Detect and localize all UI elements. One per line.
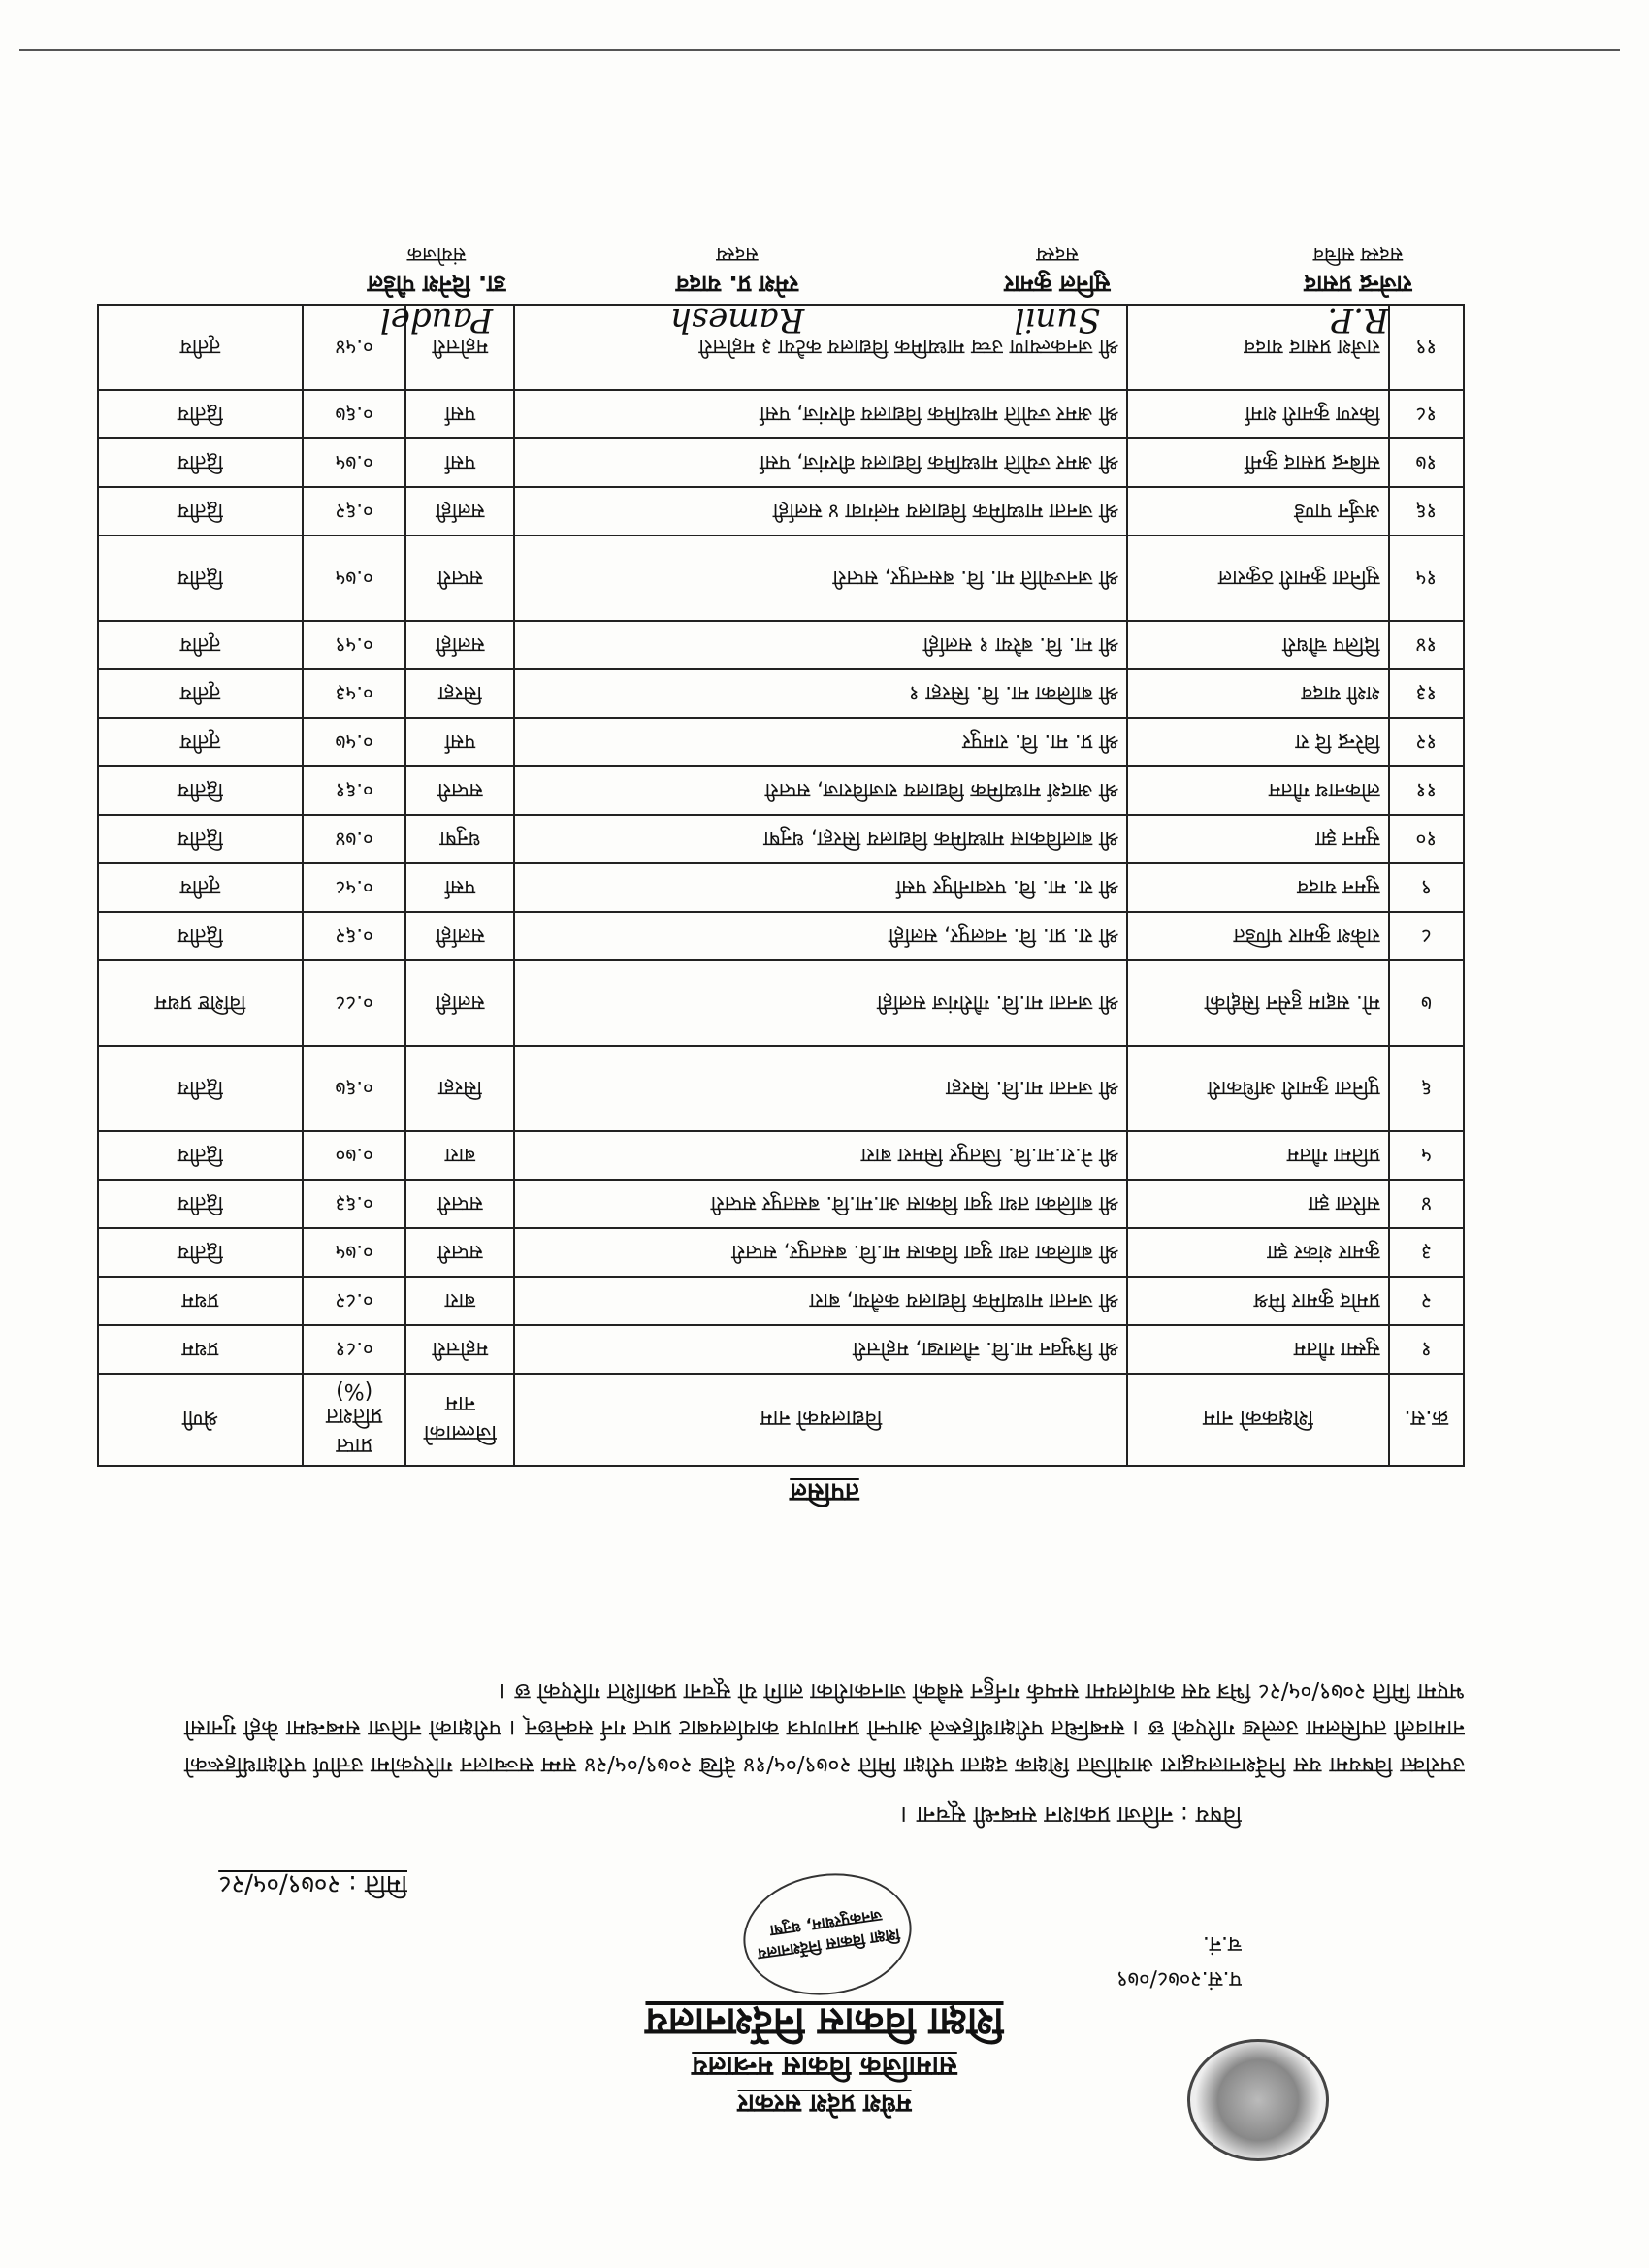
row-division: द्वितीय xyxy=(98,815,303,863)
row-sn: ९ xyxy=(1389,863,1464,912)
row-school-name: श्री जनता माध्यमिक विद्यालय कलैया, बारा xyxy=(514,1277,1127,1325)
row-teacher-name: अर्जुन पाण्डे xyxy=(1127,487,1388,535)
row-percentage: ०.६२ xyxy=(303,487,406,535)
row-division: विशिष्ट प्रथम xyxy=(98,960,303,1046)
stamp-text: शिक्षा विकास निर्देशनालय जनकपुरधाम, धनुषा xyxy=(757,1906,901,1964)
table-row xyxy=(98,863,1464,912)
row-district: सिरहा xyxy=(405,1046,514,1131)
row-teacher-name: मो. सद्दाम हुसेन सिद्दीकी xyxy=(1127,960,1388,1046)
reference-number: प.सं.२०७८/०७९ xyxy=(1116,1966,1242,1991)
row-district: बारा xyxy=(405,1277,514,1325)
row-sn: ११ xyxy=(1389,766,1464,815)
row-percentage: ०.५३ xyxy=(303,669,406,718)
row-district: बारा xyxy=(405,1131,514,1180)
row-school-name: श्री जनता माध्यमिक विद्यालय मलंगवा ४ सर्लाही xyxy=(514,487,1127,535)
row-school-name: श्री जनज्योति मा. वि. बसन्तपुर, सप्तरी xyxy=(514,535,1127,621)
signature-block xyxy=(922,243,1193,378)
row-teacher-name: सबिन्द्र प्रसाद कुर्मी xyxy=(1127,438,1388,487)
row-division: द्वितीय xyxy=(98,438,303,487)
row-percentage: ०.६३ xyxy=(303,1180,406,1228)
table-row xyxy=(98,1277,1464,1325)
row-school-name: श्री प्र. मा. वि. रामपुर xyxy=(514,718,1127,766)
signer-name: डा. दिनेश पौडेल xyxy=(367,271,506,298)
row-district: सर्लाही xyxy=(405,487,514,535)
row-percentage: ०.६७ xyxy=(303,1046,406,1131)
row-division: तृतीय xyxy=(98,305,303,390)
header-district: जिल्लाको नाम xyxy=(405,1374,514,1466)
row-district: पर्सा xyxy=(405,438,514,487)
row-school-name: श्री बालिका मा. वि. सिरहा १ xyxy=(514,669,1127,718)
office-name: शिक्षा विकास निर्देशनालय xyxy=(645,1999,1004,2044)
row-division: तृतीय xyxy=(98,669,303,718)
row-percentage: ०.५४ xyxy=(303,305,406,390)
row-teacher-name: सुमन यादव xyxy=(1127,863,1388,912)
header-teacher-name: शिक्षकको नाम xyxy=(1127,1374,1388,1466)
row-teacher-name: सुनिता कुमारी ठकुराल xyxy=(1127,535,1388,621)
document-date: मिति : २०७९/०५/२८ xyxy=(218,1869,407,1898)
row-sn: १७ xyxy=(1389,438,1464,487)
results-table xyxy=(97,304,1465,1467)
table-row xyxy=(98,1180,1464,1228)
row-percentage: ०.७५ xyxy=(303,1228,406,1277)
row-school-name: श्री जनता मा.वि. सिरहा xyxy=(514,1046,1127,1131)
row-division: द्वितीय xyxy=(98,1228,303,1277)
table-row xyxy=(98,1131,1464,1180)
row-percentage: ०.७५ xyxy=(303,438,406,487)
row-school-name: श्री ने.रा.मा.वि. जितपुर सिमरा बारा xyxy=(514,1131,1127,1180)
table-row xyxy=(98,718,1464,766)
ministry-name: सामाजिक विकास मन्त्रालय xyxy=(692,2051,957,2083)
table-row xyxy=(98,815,1464,863)
row-school-name: श्री बालिका तथा युवा विकास आ.मा.वि. बसतपुर सप्तरी xyxy=(514,1180,1127,1228)
row-percentage: ०.८२ xyxy=(303,1277,406,1325)
row-teacher-name: राकेश कुमार पण्डित xyxy=(1127,912,1388,960)
table-row xyxy=(98,1046,1464,1131)
row-school-name: श्री आदर्श माध्यमिक विद्यालय राजविराज, सप्तरी xyxy=(514,766,1127,815)
row-sn: १९ xyxy=(1389,305,1464,390)
header-percentage: प्राप्त प्रतिशत (%) xyxy=(303,1374,406,1466)
row-district: सर्लाही xyxy=(405,912,514,960)
row-teacher-name: सुमन झा xyxy=(1127,815,1388,863)
table-row xyxy=(98,390,1464,438)
row-division: द्वितीय xyxy=(98,1131,303,1180)
row-percentage: ०.८१ xyxy=(303,1325,406,1374)
row-teacher-name: विरेन्द्र दि रा xyxy=(1127,718,1388,766)
signature-block xyxy=(1222,243,1494,378)
table-row xyxy=(98,535,1464,621)
row-teacher-name: प्रतिमा गौतम xyxy=(1127,1131,1388,1180)
row-sn: १० xyxy=(1389,815,1464,863)
row-district: सप्तरी xyxy=(405,1180,514,1228)
row-school-name: श्री जनता मा.वि. गौरीगंज सर्लाही xyxy=(514,960,1127,1046)
row-sn: १८ xyxy=(1389,390,1464,438)
row-school-name: श्री त्रिभुवन मा.वि. नौलाखा, महोत्तरी xyxy=(514,1325,1127,1374)
row-sn: ४ xyxy=(1389,1180,1464,1228)
row-sn: १४ xyxy=(1389,621,1464,669)
signer-title: सदस्य सचिव xyxy=(1312,243,1404,267)
signature-scribble: R.P. xyxy=(1327,301,1389,340)
row-division: तृतीय xyxy=(98,863,303,912)
row-teacher-name: शशी यादव xyxy=(1127,669,1388,718)
row-sn: १३ xyxy=(1389,669,1464,718)
row-school-name: श्री बालविकास माध्यमिक विद्यालय सिरहा, धनुषा xyxy=(514,815,1127,863)
row-division: द्वितीय xyxy=(98,1046,303,1131)
row-sn: ३ xyxy=(1389,1228,1464,1277)
row-district: पर्सा xyxy=(405,390,514,438)
row-percentage: ०.५८ xyxy=(303,863,406,912)
row-teacher-name: राजेश प्रसाद यादव xyxy=(1127,305,1388,390)
signer-title: सदस्य xyxy=(716,243,759,267)
body-paragraph: उपरोक्त विषयमा यस निर्देशनालयद्वारा आयोजित शिक्षक दक्षता परीक्षा मिति २०७९/०५/१४ देखि २०७९/०५/२४ सम्म सञ्चालन गरिएकोमा उत्तीर्ण परीक्षार्थीहरूको नामावली तपसिलमा उल्लेख गरिएको छ । सम्बन्धित परीक्षार्थीहरूले आफ्नो प्रमाणपत्र कार्यालयबाट प्राप्त गर्न सक्नेछन् । परीक्षाको नतिजा सम्बन्धमा केही गुनासो भएमा मिति २०७९/०५/२८ भित्र यस कार्यालयमा सम्पर्क गर्नहुन सबैको जानकारीका लागि यो सूचना प्रकाशित गरिएको छ । xyxy=(184,1678,1465,1777)
row-district: पर्सा xyxy=(405,718,514,766)
row-sn: १६ xyxy=(1389,487,1464,535)
row-district: सर्लाही xyxy=(405,960,514,1046)
row-sn: २ xyxy=(1389,1277,1464,1325)
row-sn: ६ xyxy=(1389,1046,1464,1131)
row-teacher-name: सरिता झा xyxy=(1127,1180,1388,1228)
row-teacher-name: किरण कुमारी शर्मा xyxy=(1127,390,1388,438)
signature-block xyxy=(601,243,873,378)
table-row xyxy=(98,766,1464,815)
header-school-name: विद्यालयको नाम xyxy=(514,1374,1127,1466)
row-teacher-name: दिलिप चौधरी xyxy=(1127,621,1388,669)
subject-line: विषय : नतिजा प्रकाशन सम्बन्धी सूचना । xyxy=(900,1801,1242,1829)
row-division: प्रथम xyxy=(98,1325,303,1374)
signer-title: सदस्य xyxy=(1036,243,1079,267)
row-district: सप्तरी xyxy=(405,1228,514,1277)
row-sn: १२ xyxy=(1389,718,1464,766)
row-district: सिरहा xyxy=(405,669,514,718)
table-header-row xyxy=(98,1374,1464,1466)
row-school-name: श्री अमर ज्योति माध्यमिक विद्यालय वीरगंज, पर्सा xyxy=(514,438,1127,487)
table-row xyxy=(98,1228,1464,1277)
row-sn: १५ xyxy=(1389,535,1464,621)
row-sn: ८ xyxy=(1389,912,1464,960)
row-school-name: श्री अमर ज्योति माध्यमिक विद्यालय वीरगंज, पर्सा xyxy=(514,390,1127,438)
row-district: महोत्तरी xyxy=(405,1325,514,1374)
row-percentage: ०.५७ xyxy=(303,718,406,766)
row-division: द्वितीय xyxy=(98,912,303,960)
office-stamp xyxy=(735,1863,920,2005)
row-school-name: श्री जनकल्याण उच्च माध्यमिक विद्यालय कटैया ३ महोत्तरी xyxy=(514,305,1127,390)
table-row xyxy=(98,1325,1464,1374)
signature-scribble: Ramesh xyxy=(669,301,805,340)
row-division: द्वितीय xyxy=(98,390,303,438)
table-row xyxy=(98,438,1464,487)
signature-scribble: Paudel xyxy=(379,301,494,340)
row-division: द्वितीय xyxy=(98,487,303,535)
header-division: श्रेणी xyxy=(98,1374,303,1466)
row-sn: १ xyxy=(1389,1325,1464,1374)
table-row xyxy=(98,669,1464,718)
signature-block xyxy=(301,243,572,378)
row-sn: ५ xyxy=(1389,1131,1464,1180)
table-heading: तपसिल xyxy=(790,1477,859,1507)
table-body xyxy=(98,305,1464,1374)
row-district: सर्लाही xyxy=(405,621,514,669)
row-percentage: ०.५९ xyxy=(303,621,406,669)
row-division: द्वितीय xyxy=(98,766,303,815)
row-percentage: ०.६७ xyxy=(303,390,406,438)
row-district: पर्सा xyxy=(405,863,514,912)
table-row xyxy=(98,912,1464,960)
row-teacher-name: प्रमोद कुमार मिश्र xyxy=(1127,1277,1388,1325)
row-division: प्रथम xyxy=(98,1277,303,1325)
row-percentage: ०.६२ xyxy=(303,912,406,960)
dispatch-number: च.नं. xyxy=(1202,1931,1242,1956)
row-division: तृतीय xyxy=(98,718,303,766)
row-percentage: ०.७० xyxy=(303,1131,406,1180)
row-sn: ७ xyxy=(1389,960,1464,1046)
table-row xyxy=(98,621,1464,669)
row-district: सप्तरी xyxy=(405,535,514,621)
row-percentage: ०.७५ xyxy=(303,535,406,621)
row-teacher-name: लोकनाथ गौतम xyxy=(1127,766,1388,815)
row-school-name: श्री रा. मा. वि. परवानीपुर पर्सा xyxy=(514,863,1127,912)
row-district: सप्तरी xyxy=(405,766,514,815)
signer-name: रमेश प्र. यादव xyxy=(675,271,799,298)
row-percentage: ०.८८ xyxy=(303,960,406,1046)
row-district: महोत्तरी xyxy=(405,305,514,390)
row-district: धनुषा xyxy=(405,815,514,863)
row-division: तृतीय xyxy=(98,621,303,669)
government-name: मधेश प्रदेश सरकार xyxy=(737,2089,912,2118)
row-teacher-name: पुनिता कुमारी अधिकारी xyxy=(1127,1046,1388,1131)
row-percentage: ०.७४ xyxy=(303,815,406,863)
signer-title: संयोजक xyxy=(406,243,467,267)
row-division: द्वितीय xyxy=(98,1180,303,1228)
row-teacher-name: कुमार शंकर झा xyxy=(1127,1228,1388,1277)
table-row xyxy=(98,487,1464,535)
row-school-name: श्री बालिका तथा युवा विकास मा.वि. बसतपुर, सप्तरी xyxy=(514,1228,1127,1277)
row-division: द्वितीय xyxy=(98,535,303,621)
signer-name: सुनिल कुमार xyxy=(1004,271,1111,298)
row-teacher-name: सुस्मा गौतम xyxy=(1127,1325,1388,1374)
row-percentage: ०.६१ xyxy=(303,766,406,815)
page-edge-line xyxy=(19,49,1620,51)
signer-name: राजेन्द्र प्रसाद xyxy=(1304,271,1412,298)
row-school-name: श्री मा. वि. बरैया १ सर्लाही xyxy=(514,621,1127,669)
row-school-name: श्री रा. प्रा. वि. नवलपुर, सर्लाही xyxy=(514,912,1127,960)
header-sn: क्र.स. xyxy=(1389,1374,1464,1466)
table-row xyxy=(98,960,1464,1046)
signature-scribble: Sunil xyxy=(1014,301,1101,340)
